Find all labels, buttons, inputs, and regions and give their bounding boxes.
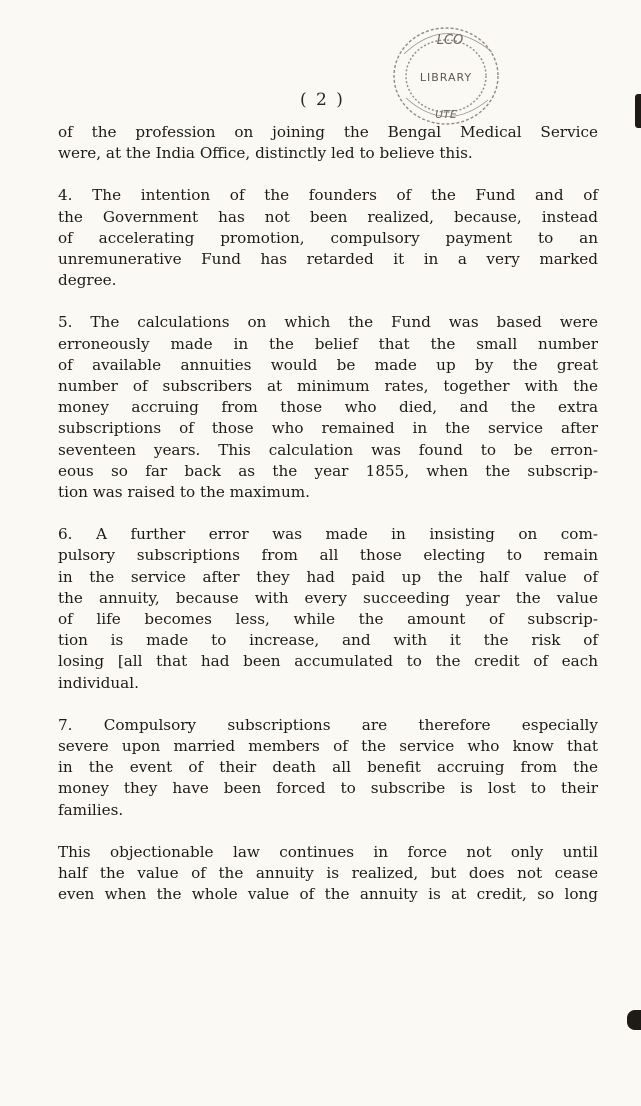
body-text	[58, 122, 598, 906]
text-line: tion is made to increase, and with it the risk of	[58, 631, 598, 650]
text-line: pulsory subscriptions from all those electing to remain	[58, 546, 598, 565]
text-line: of life becomes less, while the amount of subscrip-	[58, 610, 598, 629]
paragraph-gap	[58, 164, 598, 185]
text-line: tion was raised to the maximum.	[58, 483, 310, 502]
text-line: losing [all that had been accumulated to the credit of each	[58, 652, 598, 671]
library-stamp-icon	[384, 14, 518, 132]
text-line: 5. The calculations on which the Fund was based were	[58, 313, 598, 332]
text-line: erroneously made in the belief that the small number	[58, 334, 598, 353]
text-line: of accelerating promotion, compulsory payment to an	[58, 228, 598, 247]
text-line: the annuity, because with every succeeding year the value	[58, 588, 598, 607]
stamp-library-text: LIBRARY	[419, 71, 473, 84]
text-line: in the service after they had paid up the half value of	[58, 567, 598, 586]
text-line: half the value of the annuity is realized, but does not cease	[58, 864, 598, 883]
text-line: subscriptions of those who remained in the service after	[58, 419, 598, 438]
text-line: of available annuities would be made up by the great	[58, 355, 598, 374]
page-edge-mark	[635, 94, 641, 128]
text-line: number of subscribers at minimum rates, together with the	[58, 377, 598, 396]
text-line: severe upon married members of the service who know that	[58, 737, 598, 756]
text-line: in the event of their death all benefit accruing from the	[58, 758, 598, 777]
text-line: 4. The intention of the founders of the Fund and of	[58, 186, 598, 205]
page-number: ( 2 )	[300, 90, 345, 110]
text-line: money accruing from those who died, and the extra	[58, 398, 598, 417]
paragraph-gap	[58, 291, 598, 312]
text-line: degree.	[58, 271, 117, 290]
stamp-ring-text-top: LCO	[436, 33, 464, 48]
text-line: even when the whole value of the annuity is at credit, so long	[58, 885, 598, 904]
stamp-ring-text-bottom: UTE	[435, 108, 457, 121]
paragraph-gap	[58, 694, 598, 715]
text-line: were, at the India Office, distinctly led to believe this.	[58, 144, 473, 163]
text-line: eous so far back as the year 1855, when the subscrip-	[58, 461, 598, 480]
paragraph-gap	[58, 503, 598, 524]
text-line: money they have been forced to subscribe is lost to their	[58, 779, 598, 798]
text-line: the Government has not been realized, because, instead	[58, 207, 598, 226]
text-line: unremunerative Fund has retarded it in a very marked	[58, 250, 598, 269]
text-line: families.	[58, 800, 124, 819]
paragraph-gap	[58, 821, 598, 842]
text-line: seventeen years. This calculation was found to be erron-	[58, 440, 598, 459]
page-edge-mark	[627, 1010, 641, 1030]
text-line: 7. Compulsory subscriptions are therefore especially	[58, 715, 598, 734]
text-line: individual.	[58, 673, 139, 692]
text-line: This objectionable law continues in force not only until	[58, 842, 598, 861]
text-line: of the profession on joining the Bengal Medical Service	[58, 123, 598, 141]
text-line: 6. A further error was made in insisting on com-	[58, 525, 598, 544]
